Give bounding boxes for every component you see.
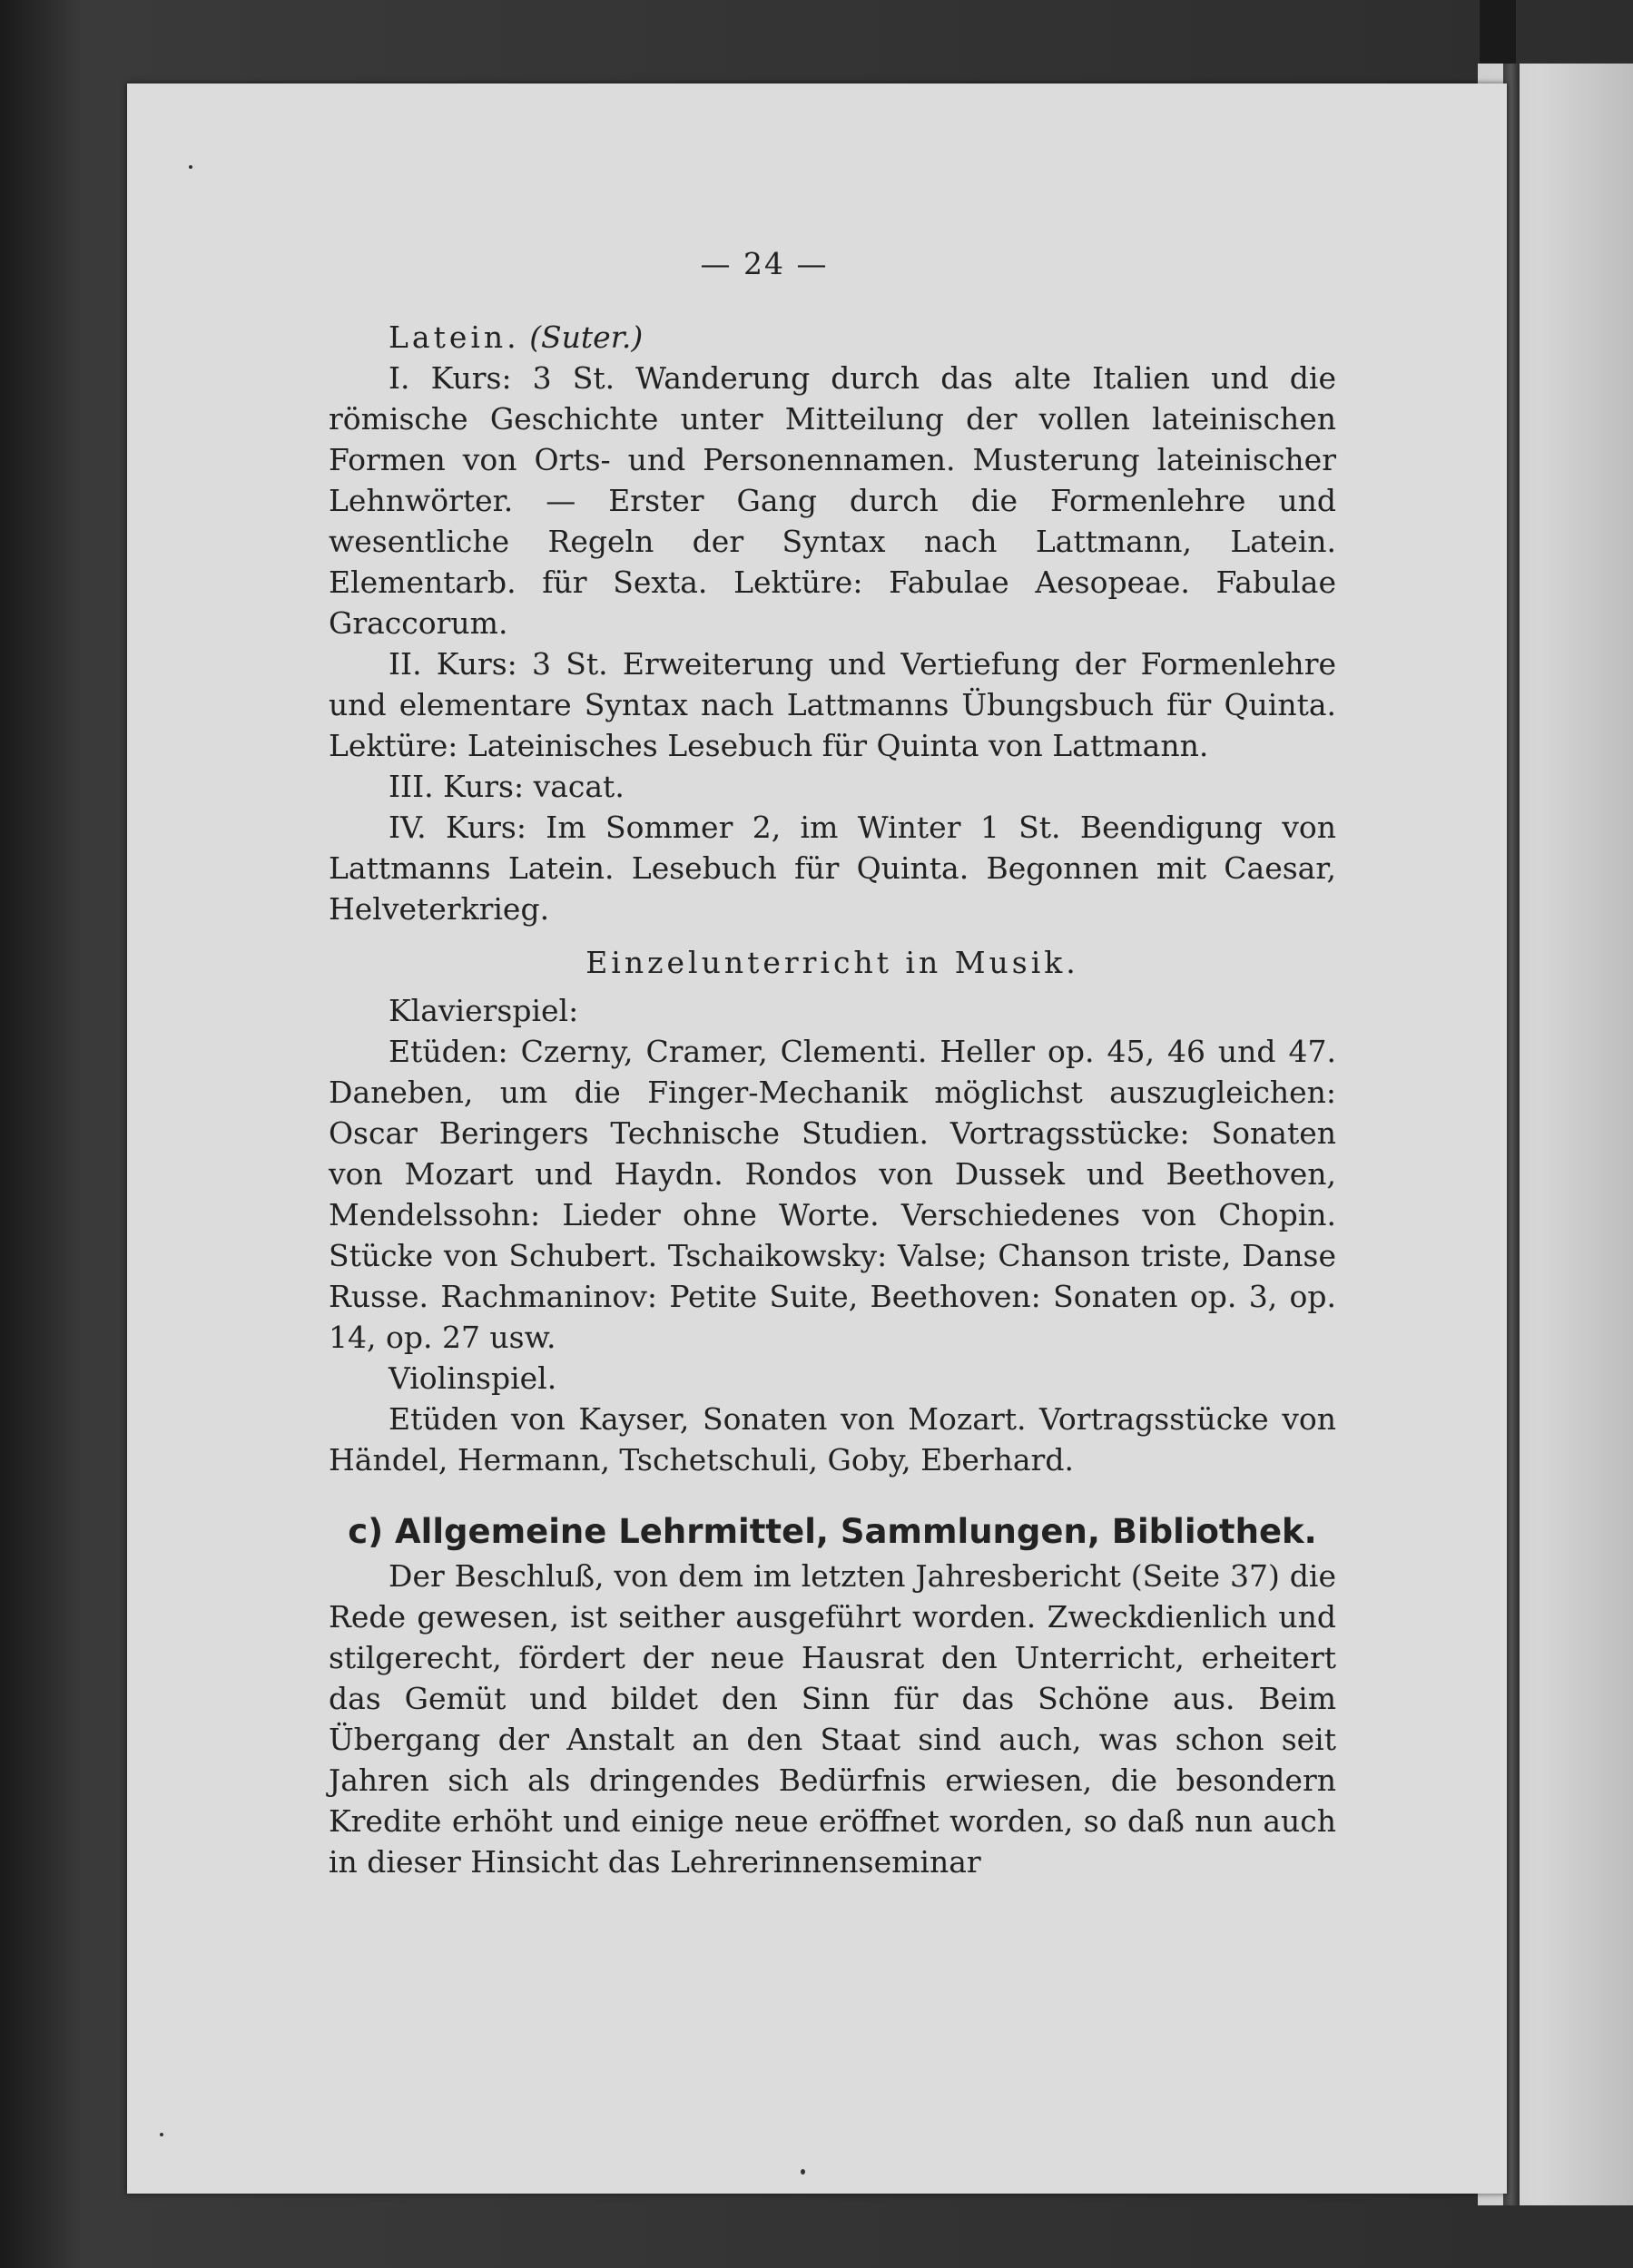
- latein-kurs-3: III. Kurs: vacat.: [389, 769, 625, 804]
- latein-kurs-2: II. Kurs: 3 St. Erweiterung und Vertiefung der Formenlehre und elementare Syntax nach Lattmanns Übungsbuch für Quinta. Lektüre: Lateinisches Lesebuch für Quinta von Lattmann.: [329, 646, 1336, 763]
- speck: [160, 2133, 163, 2136]
- latein-teacher: (Suter.): [529, 319, 644, 355]
- violin-label: Violinspiel.: [389, 1360, 557, 1396]
- latein-title: Latein.: [389, 319, 520, 355]
- scan-border: [1480, 0, 1516, 64]
- latein-kurs-1: I. Kurs: 3 St. Wanderung durch das alte Italien und die römische Geschichte unter Mitteilung der vollen lateinischen Formen von Orts- und Personennamen. Musterung lateinischer Lehnwörter. — Erster Gang durch die Formenlehre und wesentliche Regeln der Syntax nach Lattmann, Latein. Elementarb. für Sexta. Lektüre: Fabulae Aesopeae. Fabulae Graccorum.: [329, 360, 1336, 641]
- violin-text: Etüden von Kayser, Sonaten von Mozart. Vortragsstücke von Händel, Hermann, Tschetschuli, Goby, Eberhard.: [329, 1401, 1336, 1478]
- musik-heading: Einzelunterricht in Musik.: [585, 945, 1079, 980]
- latein-heading: [329, 317, 1336, 358]
- latein-kurs-4: IV. Kurs: Im Sommer 2, im Winter 1 St. Beendigung von Lattmanns Latein. Lesebuch für Quinta. Begonnen mit Caesar, Helveterkrieg.: [329, 810, 1336, 927]
- page-number: — 24 —: [700, 246, 829, 281]
- klavier-text: Etüden: Czerny, Cramer, Clementi. Heller op. 45, 46 und 47. Daneben, um die Finger-Mechanik möglichst auszugleichen: Oscar Beringers Technische Studien. Vortragsstücke: Sonaten von Mozart und Haydn. Rondos von Dussek und Beethoven, Mendelssohn: Lieder ohne Worte. Verschiedenes von Chopin. Stücke von Schubert. Tschaikowsky: Valse; Chanson triste, Danse Russe. Rachmaninov: Petite Suite, Beethoven: Sonaten op. 3, op. 14, op. 27 usw.: [329, 1034, 1336, 1355]
- klavier-label: Klavierspiel:: [389, 993, 579, 1028]
- section-c-heading: c) Allgemeine Lehrmittel, Sammlungen, Bibliothek.: [348, 1512, 1317, 1551]
- speck: [801, 2169, 805, 2175]
- speck: [189, 165, 192, 169]
- page-text: [329, 243, 1336, 1882]
- section-c-text: Der Beschluß, von dem im letzten Jahresbericht (Seite 37) die Rede gewesen, ist seither ausgeführt worden. Zweckdienlich und stilgerecht, fördert der neue Hausrat den Unterricht, erheitert das Gemüt und bildet den Sinn für das Schöne aus. Beim Übergang der Anstalt an den Staat sind auch, was schon seit Jahren sich als dringendes Bedürfnis erwiesen, die besondern Kredite erhöht und einige neue eröffnet worden, so daß nun auch in dieser Hinsicht das Lehrerinnenseminar: [329, 1558, 1336, 1880]
